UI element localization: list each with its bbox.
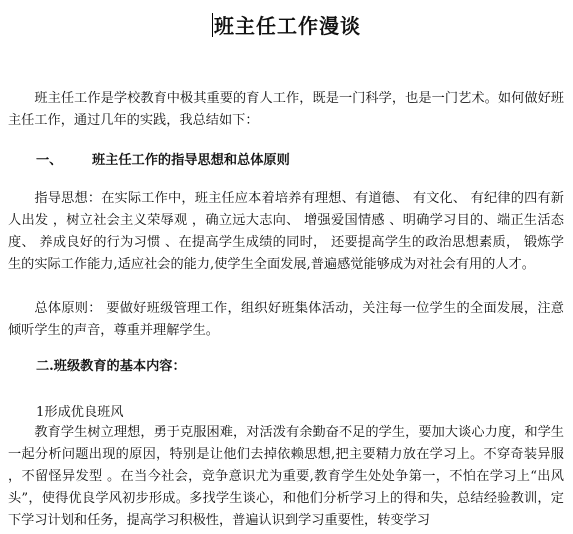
document-title[interactable]: 班主任工作漫谈 — [214, 14, 361, 38]
principle-text: 总体原则： 要做好班级管理工作，组织好班集体活动，关注每一位学生的全面发展，注意倾听学生的声音，尊重并理解学生。 — [8, 301, 564, 338]
section2-heading-text: 二.班级教育的基本内容： — [36, 359, 186, 374]
intro-text: 班主任工作是学校教育中极其重要的育人工作，既是一门科学，也是一门艺术。如何做好班主任工作，通过几年的实践，我总结如下： — [8, 91, 564, 128]
text-cursor — [212, 13, 213, 37]
guiding-text: 指导思想：在实际工作中，班主任应本着培养有理想、有道德、 有文化、 有纪律的四有新人出发 ，树立社会主义荣辱观 ，确立远大志向、 增强爱国情感 、明确学习目的、端正生活态度、 养成良好的行为习惯 、在提高学生成绩的同时， 还要提高学生的政治思想素质， 锻炼学生的实际工作能力,适应社会的能力,使学生全面发展,普遍感觉能够成为对社会有用的人才。 — [8, 191, 564, 272]
subsection1-text: 1形成优良班风 — [36, 405, 124, 420]
body-paragraph[interactable] — [8, 422, 564, 532]
intro-paragraph[interactable] — [8, 88, 564, 132]
section1-number: 一、 — [36, 153, 63, 168]
section1-heading-text: 班主任工作的指导思想和总体原则 — [92, 153, 290, 168]
principle-paragraph[interactable] — [8, 298, 564, 342]
body-text: 教育学生树立理想，勇于克服困难，对活泼有余勤奋不足的学生，要加大谈心力度，和学生一起分析问题出现的原因，特别是让他们去掉依赖思想,把主要精力放在学习上。不穿奇装异服 ，不留怪异发型 。在当今社会，竞争意识尤为重要,教育学生处处争第一，不怕在学习上“出风头”，使得优良学风初步形成。多找学生谈心，和他们分析学习上的得和失，总结经验教训，定下学习计划和任务，提高学习积极性，普遍认识到学习重要性，转变学习 — [8, 425, 564, 528]
title-line — [0, 10, 573, 39]
section1-heading[interactable] — [36, 150, 564, 172]
subsection1-heading[interactable] — [36, 402, 564, 424]
guiding-paragraph[interactable] — [8, 188, 564, 276]
section2-heading[interactable] — [36, 356, 564, 378]
